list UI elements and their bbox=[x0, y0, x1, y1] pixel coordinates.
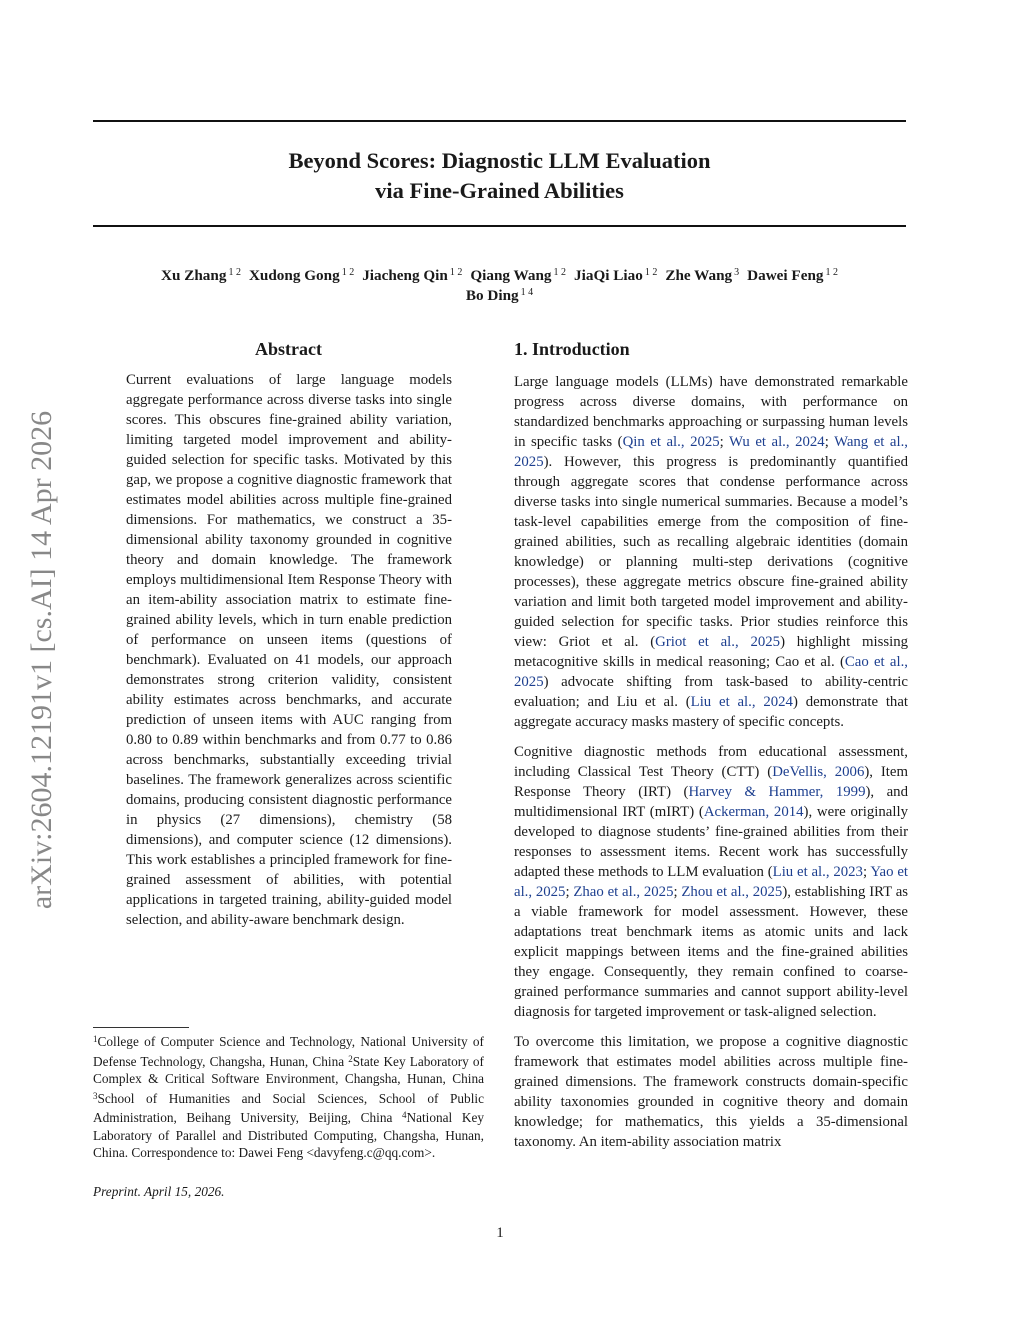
citation-link[interactable]: Zhao et al., 2025 bbox=[573, 884, 674, 900]
affiliation-1: College of Computer Science and Technology, National University of Defense Technology, Changsha, Hunan, China bbox=[93, 1034, 484, 1069]
author-name-text: JiaQi Liao bbox=[574, 267, 643, 284]
citation-link[interactable]: Harvey & Hammer, 1999 bbox=[688, 784, 866, 800]
intro-text: ). However, this progress is predominantly quantified through aggregate scores that condense performance across diverse tasks into single numerical summaries. Because a model’s task-level capabilities emerge from the composition of fine-grained abilities, such as recalling algebraic identities (domain knowledge) or planning multi-step derivations (cognitive processes), these aggregate metrics obscure fine-grained ability variation and limit both targeted model improvement and ability-guided selection for specific tasks. Prior studies reinforce this view: Griot et al. ( bbox=[514, 454, 908, 650]
preprint-note: Preprint. April 15, 2026. bbox=[93, 1184, 225, 1199]
intro-text: ; bbox=[565, 884, 574, 900]
paper-title-line-2: via Fine-Grained Abilities bbox=[375, 178, 624, 203]
author-affiliation-mark: 1 2 bbox=[449, 267, 463, 278]
intro-text: To overcome this limitation, we propose a cognitive diagnostic framework that estimates model abilities across multiple fine-grained dimensions. The framework constructs domain-specific ability taxonomies grounded in cognitive theory and domain knowledge; for mathematics, this yields a 35-dimensional taxonomy. An item-ability association matrix bbox=[514, 1034, 908, 1150]
intro-text: ; bbox=[824, 434, 835, 450]
citation-link[interactable]: Wang et al., 2025 bbox=[514, 434, 908, 470]
introduction-body bbox=[514, 372, 908, 1162]
citation-link[interactable]: Liu et al., 2023 bbox=[772, 864, 863, 880]
footnote-rule bbox=[93, 1027, 189, 1028]
citation-link[interactable]: Cao et al., 2025 bbox=[514, 654, 908, 690]
citation-link[interactable]: Zhou et al., 2025 bbox=[681, 884, 783, 900]
author-name-text: Dawei Feng bbox=[747, 267, 824, 284]
author-name-text: Qiang Wang bbox=[470, 267, 552, 284]
intro-text: Large language models (LLMs) have demonstrated remarkable progress across diverse domains, with performance on standardized benchmarks approaching or surpassing human levels in specific tasks ( bbox=[514, 374, 908, 450]
intro-text: ), establishing IRT as a viable framework for model assessment. However, these adaptations treat benchmark items as atomic units and lack explicit mappings between items and the fine-grained abilities they engage. Consequently, they remain confined to coarse-grained performance summaries and cannot support ability-level diagnosis for targeted improvement or task-aligned selection. bbox=[514, 884, 909, 1020]
intro-text: ; bbox=[862, 864, 871, 880]
aff-mark-3: 3 bbox=[93, 1090, 98, 1101]
intro-paragraph-1 bbox=[514, 372, 908, 732]
intro-text: ; bbox=[673, 884, 682, 900]
paper-title-line-1: Beyond Scores: Diagnostic LLM Evaluation bbox=[288, 148, 711, 173]
affiliations-footnote bbox=[93, 1031, 484, 1162]
author-name bbox=[466, 287, 533, 304]
aff-mark-4: 4 bbox=[401, 1110, 407, 1120]
author-affiliation-mark: 1 2 bbox=[825, 267, 838, 278]
intro-text: ) demonstrate that aggregate accuracy masks mastery of specific concepts. bbox=[514, 694, 909, 730]
intro-text: ), Item Response Theory (IRT) ( bbox=[514, 764, 908, 800]
citation-link[interactable]: Ackerman, 2014 bbox=[703, 804, 804, 820]
aff-mark-2: 2 bbox=[348, 1053, 353, 1064]
introduction-heading: 1. Introduction bbox=[514, 339, 630, 359]
citation-link[interactable]: Yao et al., 2025 bbox=[514, 864, 908, 900]
abstract-body bbox=[126, 370, 452, 930]
author-name-text: Xudong Gong bbox=[248, 267, 340, 284]
intro-text: ) highlight missing metacognitive skills in medical reasoning; Cao et al. ( bbox=[514, 634, 909, 670]
author-affiliation-mark: 1 2 bbox=[228, 267, 241, 278]
intro-text: Cognitive diagnostic methods from educational assessment, including Classical Test Theory (CTT) ( bbox=[514, 744, 908, 780]
author-name-text: Zhe Wang bbox=[665, 267, 733, 284]
abstract-paragraph: Current evaluations of large language models aggregate performance across diverse tasks into single scores. This obscures fine-grained ability variation, limiting targeted model improvement and ability-guided selection for specific tasks. Motivated by this gap, we propose a cognitive diagnostic framework that estimates model abilities across multiple fine-grained dimensions. For mathematics, we construct a 35-dimensional ability taxonomy grounded in cognitive theory and domain knowledge. The framework employs multidimensional Item Response Theory with an item-ability association matrix to estimate fine-grained ability levels, which in turn enable prediction of performance on unseen items (questions of benchmark). Evaluated on 41 models, our approach demonstrates strong criterion validity, consistent ability estimates across benchmarks, and accurate prediction of unseen items with AUC ranging from 0.80 to 0.89 within benchmarks and from 0.77 to 0.86 across benchmarks, substantially exceeding trivial baselines. The framework generalizes across scientific domains, producing consistent diagnostic performance in physics (27 dimensions), chemistry (58 dimensions), and computer science (12 dimensions). This work establishes a principled framework for fine-grained assessment of abilities, with potential applications in targeted training, ability-guided model selection, and ability-aware benchmark design. bbox=[126, 372, 452, 928]
citation-link[interactable]: Griot et al., 2025 bbox=[655, 634, 781, 650]
citation-link[interactable]: Wu et al., 2024 bbox=[729, 434, 825, 450]
intro-text: ), were originally developed to diagnose students’ fine-grained abilities from their responses to assessment items. Recent work has successfully adapted these methods to LLM evaluation ( bbox=[514, 804, 908, 880]
author-affiliation-mark: 1 4 bbox=[520, 287, 534, 298]
arxiv-side-stamp: arXiv:2604.12191v1 [cs.AI] 14 Apr 2026 bbox=[25, 410, 58, 910]
intro-text: ; bbox=[719, 434, 730, 450]
title-rule-bottom bbox=[93, 225, 906, 227]
author-name-text: Jiacheng Qin bbox=[362, 267, 448, 284]
citation-link[interactable]: Liu et al., 2024 bbox=[690, 694, 793, 710]
author-name-text: Xu Zhang bbox=[161, 267, 227, 284]
author-affiliation-mark: 1 2 bbox=[341, 267, 355, 278]
abstract-heading: Abstract bbox=[255, 339, 322, 359]
title-rule-top bbox=[93, 120, 906, 122]
intro-text: ), and multidimensional IRT (mIRT) ( bbox=[514, 784, 908, 820]
intro-text: ) advocate shifting from task-based to ability-centric evaluation; and Liu et al. ( bbox=[514, 674, 908, 710]
footnote-text bbox=[93, 1031, 484, 1162]
affiliation-2: State Key Laboratory of Complex & Critical Software Environment, Changsha, Hunan, China bbox=[93, 1053, 484, 1086]
citation-link[interactable]: Qin et al., 2025 bbox=[622, 434, 720, 450]
author-name-text: Bo Ding bbox=[465, 287, 519, 304]
author-list-row-2 bbox=[93, 282, 906, 306]
affiliation-4: National Key Laboratory of Parallel and Distributed Computing, Changsha, Hunan, China. Correspondence to: Dawei Feng <davyfeng.c@qq.com>. bbox=[93, 1110, 485, 1160]
author-affiliation-mark: 1 2 bbox=[644, 267, 658, 278]
affiliation-3: School of Humanities and Social Sciences, School of Public Administration, Beihang University, Beijing, China bbox=[93, 1090, 484, 1125]
aff-mark-1: 1 bbox=[93, 1034, 98, 1044]
citation-link[interactable]: DeVellis, 2006 bbox=[772, 764, 865, 780]
author-affiliation-mark: 1 2 bbox=[553, 267, 567, 278]
page-number: 1 bbox=[496, 1225, 504, 1241]
intro-paragraph-3 bbox=[514, 1032, 908, 1152]
intro-paragraph-2 bbox=[514, 742, 908, 1022]
author-affiliation-mark: 3 bbox=[734, 267, 740, 278]
